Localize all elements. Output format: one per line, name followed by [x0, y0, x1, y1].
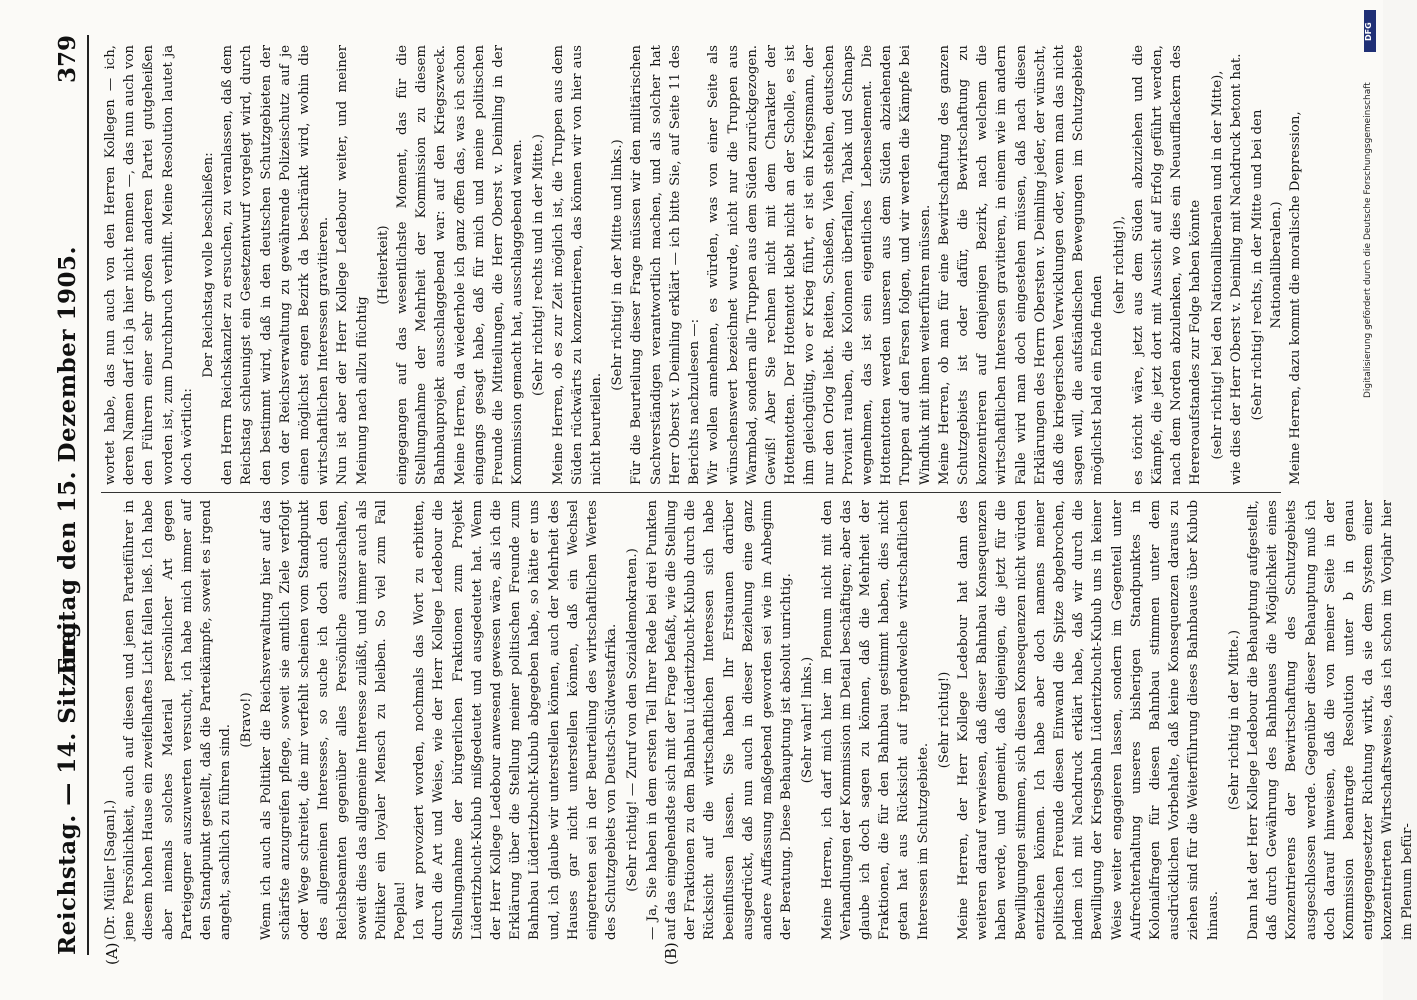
- header-date: Freitag den 15. Dezember 1905.: [54, 246, 81, 675]
- header-session: Reichstag. — 14. Sitzung.: [54, 613, 81, 955]
- paragraph: Für die Beurteilung dieser Frage müssen wir den militärischen Sachverständigen verantwortlich machen, und als solcher hat Herr Oberst v. Deimling erklärt — ich bitte Sie, auf Seite 11 des Berichts nachzulesen —:: [629, 45, 703, 485]
- paragraph: Meine Herren, ob es zur Zeit möglich ist, die Truppen aus dem Süden rückwärts zu konzentrieren, das können wir von hier aus nicht beurteilen.: [550, 45, 605, 485]
- interjection: (Bravo!): [239, 692, 255, 748]
- margin-marker-b: (B): [662, 942, 680, 965]
- resolution-heading: Der Reichstag wolle beschließen:: [201, 152, 217, 378]
- left-column: [101, 500, 1417, 940]
- paragraph: — Ja, Sie haben in dem ersten Teil Ihrer Rede bei drei Punkten auf das eingehendste sich mit der Frage befaßt, wie die Stellung der Fraktionen zu dem Bahnbau Lüderitzbucht-Kubub durch die Rücksicht auf die wirtschaftlichen Interessen sich habe beeinflussen lassen. Sie haben Ihr Erstaunen darüber ausgedrückt, daß nun auch in dieser Beziehung eine ganz andere Auffassung maßgebend geworden sei wie im Anbeginn der Beratung. Diese Behauptung ist absolut unrichtig.: [644, 500, 795, 940]
- paragraph: Ich war provoziert worden, nochmals das Wort zu erbitten, durch die Art und Weise, wie der Herr Kollege Ledebour die Stellungnahme der bürgerlichen Fraktionen zum Projekt Lüderitzbucht-Kubub mißgedeutet und ausgedeutet hat. Wenn der Herr Kollege Ledebour anwesend gewesen wäre, als ich die Erklärung über die Stellung meiner politischen Freunde zum Bahnbau Lüderitzbucht-Kubub abgegeben habe, so hätte er uns und, ich glaube wir unterstellen können, auch der Mehrheit des Hauses gar nicht unterstellen können, daß ein Wechsel eingetreten sei in der Beurteilung des wirtschaftlichen Wertes des Schutzgebiets von Deutsch-Südwestafrika.: [412, 500, 620, 940]
- dfg-logo-text: DFG: [1364, 22, 1373, 42]
- right-column: [101, 45, 1306, 485]
- paragraph: es töricht wäre, jetzt aus dem Süden abzuziehen und die Kämpfe, die jetzt dort mit Aussicht auf Erfolg geführt werden, nach dem Norden abzulenken, wo dies ein Neuaufflackern des Hereroaufstandes zur Folge haben könnte: [1130, 45, 1204, 485]
- paragraph: (Dr. Müller [Sagan].): [103, 799, 118, 940]
- paragraph: Dann hat der Herr Kollege Ledebour die Behauptung aufgestellt, daß durch Gewährung des Bahnbaues die Möglichkeit eines Konzentrierens der Bewirtschaftung des Schutzgebiets ausgeschlossen werde. Gegenüber dieser Behauptung muß ich doch darauf hinweisen, daß die von meiner Seite in der Kommission beantragte Resolution unter b in genau entgegengesetzter Richtung wirkt, da sie dem System einer konzentrierten Wirtschaftsweise, das ich schon im Vorjahr hier im Plenum befür-: [1245, 500, 1415, 940]
- paragraph: Wenn ich auch als Politiker die Reichsverwaltung hier auf das schärfste anzugreifen pflege, soweit sie amtlich Ziele verfolgt oder Wege schreitet, die mir verfehlt scheinen vom Standpunkt des allgemeinen Interesses, so suche ich doch auch den Reichsbeamten gegenüber alles Persönliche auszuschalten, soweit dies das allgemeine Interesse zuläßt, und immer auch als Politiker ein loyaler Mensch zu bleiben. So viel zum Fall Poeplau!: [258, 500, 409, 940]
- paragraph: Meine Herren, der Herr Kollege Ledebour hat dann des weiteren darauf verwiesen, daß dieser Bahnbau Konsequenzen haben werde, und gemeint, daß diejenigen, die jetzt für die Bewilligungen stimmen, sich diesen Konsequenzen nicht würden entziehen können. Ich habe aber doch namens meiner politischen Freunde diesen Einwand die Spitze abgebrochen, indem ich mit Nachdruck erklärt habe, daß wir durch die Bewilligung der Kriegsbahn Lüderitzbucht-Kubub uns in keiner Weise weiter engagieren lassen, sondern im Gegenteil unter Aufrechterhaltung unseres bisherigen Standpunktes in Kolonialfragen für diesen Bahnbau stimmen unter dem ausdrücklichen Vorbehalte, daß keine Konsequenzen daraus zu ziehen sind für die Weiterführung dieses Bahnbaues über Kubub hinaus.: [955, 500, 1221, 940]
- interjection: (sehr richtig!),: [1111, 215, 1127, 315]
- resolution-text: den Herrn Reichskanzler zu ersuchen, zu veranlassen, daß dem Reichstag schleunigst ein Gesetzentwurf vorgelegt wird, durch den bestimmt wird, daß in den deutschen Schutzgebieten der von der Reichsverwaltung zu gewährende Polizeischutz auf je einen möglichst engen Bezirk da beschränkt wird, wohin die wirtschaftlichen Interessen gravitieren.: [220, 45, 332, 485]
- interjection: (Sehr richtig! — Zuruf von den Sozialdemokraten.): [625, 548, 641, 892]
- paragraph: Meine Herren, ich darf mich hier im Plenum nicht mit den Verhandlungen der Kommission im Detail beschäftigen; aber das glaube ich doch sagen zu können, daß die Mehrheit der Fraktionen, die für den Bahnbau gestimmt haben, dies nicht getan hat aus Rücksicht auf irgendwelche wirtschaftlichen Interessen im Schutzgebiete.: [819, 500, 931, 940]
- paragraph: eingegangen auf das wesentlichste Moment, das für die Stellungnahme der Mehrheit der Kommission zu diesem Bahnbauprojekt ausschlaggebend war: auf den Kriegszweck. Meine Herren, da wiederhole ich ganz offen das, was ich schon eingangs gesagt habe, daß für mich und meine politischen Freunde die Mitteilungen, die Herr Oberst v. Deimling in der Kommission gemacht hat, ausschlaggebend waren.: [395, 45, 526, 485]
- quotation: Wir wollen annehmen, es würden, was von einer Seite als wünschenswert bezeichnet wurde, nicht nur die Truppen aus Warmbad, sondern alle Truppen aus dem Süden zurückgezogen. Gewiß! Aber Sie rechnen nicht mit dem Charakter der Hottentotten. Der Hottentott klebt nicht an der Scholle, es ist ihm gleichgültig, wo er Krieg führt, er ist ein Kriegsmann, der nur den Orlog liebt. Reiten, Schießen, Vieh stehlen, deutschen Proviant rauben, die Kolonnen überfallen, Tabak und Schnaps wegnehmen, das ist sein eigentliches Lebenselement. Die Hottentotten werden unseren aus dem Süden abziehenden Truppen auf den Fersen folgen, und wir werden die Kämpfe bei Windhuk mit ihnen weiterführen müssen.: [706, 45, 933, 485]
- interjection: (Sehr richtig! rechts, in der Mitte und bei den Nationalliberalen.): [1249, 109, 1285, 421]
- page-number: 379: [54, 35, 81, 84]
- interjection: (Sehr richtig in der Mitte.): [1226, 629, 1242, 811]
- column-divider: [101, 492, 1281, 493]
- digitization-credit: Digitalisierung gefördert durch die Deutsche Forschungsgemeinschaft: [1363, 82, 1373, 398]
- interjection: (Heiterkeit): [375, 225, 391, 305]
- paragraph: Meine Herren, ob man für eine Bewirtschaftung des ganzen Schutzgebiets ist oder dafür, die Bewirtschaftung zu konzentrieren auf denjenigen Bezirk, nach welchem die wirtschaftlichen Interessen gravitieren, in einem wie im andern Falle wird man doch eingestehen müssen, daß nach diesen Erklärungen des Herrn Obersten v. Deimling jeder, der wünscht, daß die kriegerischen Verwicklungen oder, wenn man das nicht sagen will, die aufständischen Bewegungen im Schutzgebiete möglichst bald ein Ende finden: [936, 45, 1106, 485]
- paragraph: Nun ist aber der Herr Kollege Ledebour weiter, und meiner Meinung nach allzu flüchtig: [335, 45, 370, 485]
- interjection: (Sehr richtig! rechts und in der Mitte.): [531, 134, 547, 396]
- paragraph: Meine Herren, dazu kommt die moralische Depression,: [1288, 111, 1304, 485]
- paragraph: wie dies der Herr Oberst v. Deimling mit Nachdruck betont hat.: [1228, 53, 1244, 485]
- paragraph: wortet habe, das nun auch von den Herren Kollegen — ich, deren Namen darf ich ja hier nicht nennen —, das nun auch von den Führern einer sehr großen anderen Partei gutgeheißen worden ist, zum Durchbruch verhilft. Meine Resolution lautet ja doch wörtlich:: [103, 45, 195, 485]
- interjection: (Sehr richtig!): [936, 671, 952, 769]
- margin-marker-a: (A): [103, 942, 121, 965]
- interjection: (sehr richtig! bei den Nationalliberalen und in der Mitte),: [1209, 70, 1225, 460]
- interjection: (Sehr wahr! links.): [800, 656, 816, 784]
- paragraph: jene Persönlichkeit, auch auf diesen und jenen Parteiführer in diesem hohen Hause ein zweifelhaftes Licht fallen ließ. Ich habe aber niemals solches Material persönlicher Art gegen Parteigegner auszuwerten versucht, ich habe mich immer auf den Standpunkt gestellt, daß die Parteikämpfe, soweit es irgend angeht, sachlich zu führen sind.: [122, 500, 234, 940]
- interjection: (Sehr richtig! in der Mitte und links.): [610, 139, 626, 391]
- page-header: [47, 35, 89, 955]
